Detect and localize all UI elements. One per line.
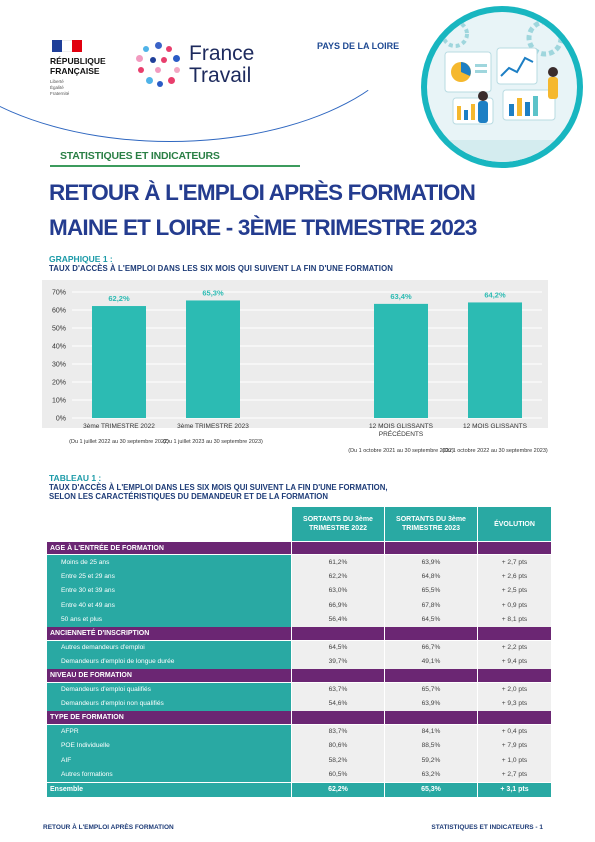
rate-cell: 63,2% [385,768,478,783]
footer-left: RETOUR À L'EMPLOI APRÈS FORMATION [43,824,174,831]
republique-line-1: RÉPUBLIQUE [50,56,106,66]
category-filler-cell [385,711,478,724]
column-header-2023: SORTANTS DU 3ème TRIMESTRE 2023 [385,507,478,542]
bar [186,300,240,418]
bar-value-label: 62,2% [108,294,130,304]
column-header-2022: SORTANTS DU 3ème TRIMESTRE 2022 [292,507,385,542]
y-tick-label: 20% [51,379,66,387]
table-subtitle-line-1: TAUX D'ACCÈS À L'EMPLOI DANS LES SIX MOIS QUI SUIVENT LA FIN D'UNE FORMATION, [49,483,388,492]
row-label: POE Individuelle [47,739,292,754]
rate-cell: 88,5% [385,739,478,754]
section-divider [50,165,300,167]
section-tag: STATISTIQUES ET INDICATEURS [60,150,220,162]
rate-cell: 59,2% [385,753,478,768]
row-label: Autres demandeurs d'emploi [47,640,292,655]
france-travail-logo [133,40,254,90]
evolution-cell: + 2,2 pts [478,640,552,655]
table-row [47,598,552,613]
rate-cell: 58,2% [292,753,385,768]
category-title: NIVEAU DE FORMATION [47,669,292,682]
table-body [47,542,552,797]
category-row [47,711,552,724]
category-filler-cell [292,542,385,555]
category-filler-cell [478,669,552,682]
category-row [47,627,552,640]
rate-cell: 64,5% [385,613,478,628]
bar-value-label: 64,2% [484,290,506,300]
row-label: Autres formations [47,768,292,783]
table-row [47,613,552,628]
rate-cell: 84,1% [385,724,478,739]
rate-cell: 66,7% [385,640,478,655]
motto-liberte: Liberté [50,79,64,84]
evolution-cell: + 2,7 pts [478,555,552,570]
table-row [47,584,552,599]
republique-line-2: FRANÇAISE [50,66,100,76]
x-category-label: 3ème TRIMESTRE 2022 [83,423,155,430]
y-tick-label: 10% [51,397,66,405]
row-label: Demandeurs d'emploi qualifiés [47,682,292,697]
bar-chart-canvas [42,280,548,428]
x-period-label: (Du 1 octobre 2021 au 30 septembre 2022) [348,448,454,454]
category-filler-cell [385,669,478,682]
total-row [47,782,552,797]
y-tick-label: 40% [51,343,66,351]
rate-cell: 63,0% [292,584,385,599]
data-analytics-illustration [427,12,577,162]
rate-cell: 64,8% [385,569,478,584]
row-label: AFPR [47,724,292,739]
category-filler-cell [478,542,552,555]
table-row [47,682,552,697]
table-row [47,697,552,712]
x-period-label: (Du 1 juillet 2023 au 30 septembre 2023) [163,439,263,445]
category-filler-cell [478,627,552,640]
region-name: PAYS DE LA LOIRE [317,41,400,51]
x-category-label: 12 MOIS GLISSANTS PRÉCÉDENTS [369,423,433,438]
evolution-cell: + 9,3 pts [478,697,552,712]
footer-right: STATISTIQUES ET INDICATEURS - 1 [431,824,543,831]
row-label: Demandeurs d'emploi de longue durée [47,655,292,670]
page-title-line-2: MAINE ET LOIRE - 3ÈME TRIMESTRE 2023 [49,215,477,240]
french-flag-icon [52,40,82,52]
table-header-row [47,507,552,542]
graph-subtitle: TAUX D'ACCÈS À L'EMPLOI DANS LES SIX MOIS QUI SUIVENT LA FIN D'UNE FORMATION [49,264,393,273]
row-label: Entre 25 et 29 ans [47,569,292,584]
table-row [47,555,552,570]
y-tick-label: 70% [51,289,66,297]
table-header-blank [47,507,292,542]
bar-chart [42,280,548,428]
brand-line-2: Travail [189,64,252,87]
evolution-cell: + 0,9 pts [478,598,552,613]
rate-cell: 66,9% [292,598,385,613]
table-row [47,724,552,739]
evolution-cell: + 1,0 pts [478,753,552,768]
evolution-cell: + 0,4 pts [478,724,552,739]
brand-line-1: France [189,42,255,65]
table-row [47,655,552,670]
bar-value-label: 65,3% [202,288,224,298]
total-value: 62,2% [292,782,385,797]
results-table [46,506,552,797]
evolution-cell: + 8,1 pts [478,613,552,628]
page-title-line-1: RETOUR À L'EMPLOI APRÈS FORMATION [49,180,476,205]
total-label: Ensemble [47,782,292,797]
table-row [47,739,552,754]
category-filler-cell [292,627,385,640]
rate-cell: 65,5% [385,584,478,599]
category-title: ANCIENNETÉ D'INSCRIPTION [47,627,292,640]
category-filler-cell [478,711,552,724]
category-title: AGE À L'ENTRÉE DE FORMATION [47,542,292,555]
category-row [47,542,552,555]
rate-cell: 67,8% [385,598,478,613]
y-tick-label: 60% [51,307,66,315]
x-period-label: (Du 1 juillet 2022 au 30 septembre 2022) [69,439,169,445]
bar [374,304,428,418]
rate-cell: 62,2% [292,569,385,584]
rate-cell: 64,5% [292,640,385,655]
row-label: 50 ans et plus [47,613,292,628]
rate-cell: 63,9% [385,697,478,712]
row-label: Demandeurs d'emploi non qualifiés [47,697,292,712]
category-row [47,669,552,682]
x-category-label: 12 MOIS GLISSANTS [463,423,527,430]
motto-fraternite: Fraternité [50,91,70,96]
category-title: TYPE DE FORMATION [47,711,292,724]
table-row [47,768,552,783]
evolution-cell: + 2,0 pts [478,682,552,697]
rate-cell: 65,7% [385,682,478,697]
table-row [47,640,552,655]
table-label: TABLEAU 1 : [49,473,102,483]
x-category-label: 3ème TRIMESTRE 2023 [177,423,249,430]
evolution-cell: + 2,5 pts [478,584,552,599]
row-label: Moins de 25 ans [47,555,292,570]
y-tick-label: 50% [51,325,66,333]
rate-cell: 61,2% [292,555,385,570]
rate-cell: 63,7% [292,682,385,697]
category-filler-cell [292,711,385,724]
table-subtitle-line-2: SELON LES CARACTÉRISTIQUES DU DEMANDEUR ET DE LA FORMATION [49,492,328,501]
evolution-cell: + 9,4 pts [478,655,552,670]
x-period-label: (Du 1 octobre 2022 au 30 septembre 2023) [442,448,548,454]
y-tick-label: 0% [55,415,66,423]
rate-cell: 49,1% [385,655,478,670]
table-row [47,569,552,584]
category-filler-cell [292,669,385,682]
evolution-cell: + 2,7 pts [478,768,552,783]
rate-cell: 56,4% [292,613,385,628]
bar [468,302,522,418]
rate-cell: 63,9% [385,555,478,570]
category-filler-cell [385,627,478,640]
total-value: 65,3% [385,782,478,797]
rate-cell: 80,6% [292,739,385,754]
y-tick-label: 30% [51,361,66,369]
table-row [47,753,552,768]
evolution-cell: + 2,6 pts [478,569,552,584]
row-label: AIF [47,753,292,768]
evolution-cell: + 7,9 pts [478,739,552,754]
row-label: Entre 30 et 39 ans [47,584,292,599]
rate-cell: 60,5% [292,768,385,783]
graph-label: GRAPHIQUE 1 : [49,254,113,264]
republique-francaise-logo [50,40,120,97]
category-filler-cell [385,542,478,555]
bar [92,306,146,418]
rate-cell: 39,7% [292,655,385,670]
motto-egalite: Égalité [50,85,64,90]
bar-value-label: 63,4% [390,291,412,301]
column-header-evolution: ÉVOLUTION [478,507,552,542]
row-label: Entre 40 et 49 ans [47,598,292,613]
france-travail-dots-icon [133,40,183,90]
rate-cell: 54,6% [292,697,385,712]
rate-cell: 83,7% [292,724,385,739]
total-value: + 3,1 pts [478,782,552,797]
